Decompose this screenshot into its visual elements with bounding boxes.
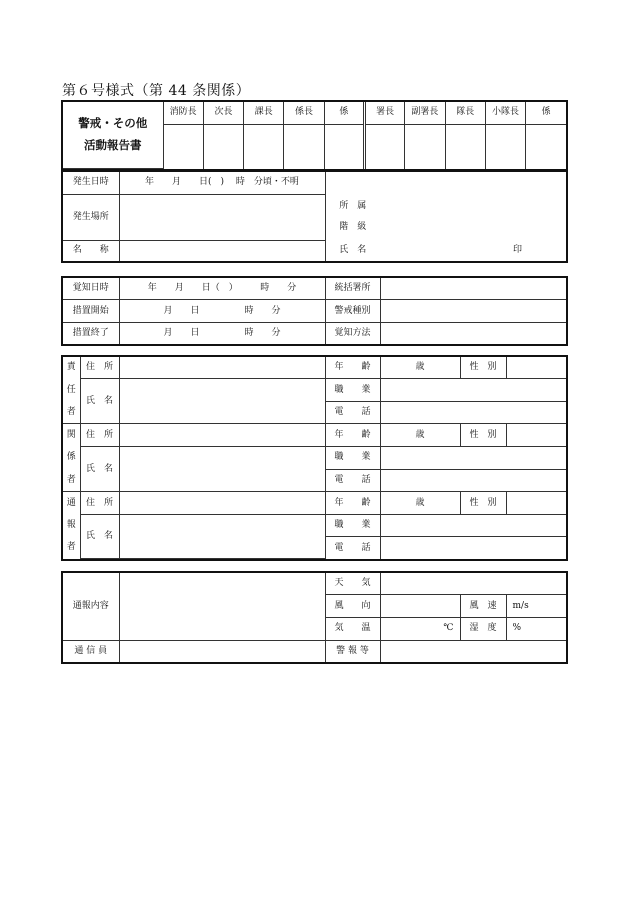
address-field[interactable] <box>119 492 325 515</box>
humidity-unit: % <box>512 623 522 634</box>
age-field[interactable] <box>380 357 460 379</box>
age-field[interactable] <box>380 424 460 447</box>
station-field[interactable] <box>380 278 566 300</box>
group2-char-3: 者 <box>63 469 80 492</box>
wind-speed-field[interactable] <box>506 595 566 618</box>
stamp-header-captain: 隊長 <box>445 102 485 124</box>
persons-section <box>61 355 568 561</box>
form-title: 第６号様式（第 44 条関係） <box>62 83 251 99</box>
sex-label: 性 別 <box>460 492 506 515</box>
occupation-field[interactable] <box>380 379 566 402</box>
name-label: 氏 名 <box>80 446 119 491</box>
group1-char-3: 者 <box>63 401 80 424</box>
person-name-field[interactable] <box>380 240 566 261</box>
weather-label: 天 気 <box>325 573 380 595</box>
affiliation-rank-field[interactable] <box>380 194 566 240</box>
occurrence-section <box>61 170 568 263</box>
name-label: 氏 名 <box>80 514 119 558</box>
header-section <box>61 100 568 171</box>
group1-char-2: 任 <box>63 379 80 402</box>
form-name-line2: 活動報告書 <box>84 138 142 152</box>
phone-field[interactable] <box>380 401 566 424</box>
seal-mark: 印 <box>512 245 522 256</box>
affiliation-rank-labels <box>325 194 380 240</box>
age-field[interactable] <box>380 492 460 515</box>
occupation-field[interactable] <box>380 514 566 537</box>
awareness-method-label: 覚知方法 <box>325 322 380 344</box>
stamp-box[interactable] <box>324 124 364 169</box>
stamp-header-staff: 係 <box>324 102 364 124</box>
stamp-header-deputy: 次長 <box>203 102 243 124</box>
awareness-date-label: 覚知日時 <box>63 278 119 300</box>
age-unit: 歳 <box>415 429 425 440</box>
age-unit: 歳 <box>415 497 425 508</box>
temperature-label: 気 温 <box>325 617 380 640</box>
awareness-section <box>61 276 568 346</box>
phone-label: 電 話 <box>325 401 380 424</box>
stamp-box[interactable] <box>163 124 203 169</box>
warning-label: 警 報 等 <box>325 640 380 662</box>
stamp-header-fire-chief: 消防長 <box>163 102 203 124</box>
group1-char-1: 責 <box>63 357 80 379</box>
stamp-box[interactable] <box>244 124 284 169</box>
sex-field[interactable] <box>506 492 566 515</box>
group3-char-1: 通 <box>63 492 80 515</box>
alert-type-label: 警戒種別 <box>325 300 380 323</box>
occurrence-name-label: 名 称 <box>63 240 119 261</box>
sex-label: 性 別 <box>460 424 506 447</box>
weather-field[interactable] <box>380 573 566 595</box>
name-field[interactable] <box>119 446 325 491</box>
occupation-label: 職 業 <box>325 446 380 469</box>
stamp-header-section-chief: 課長 <box>244 102 284 124</box>
sex-field[interactable] <box>506 357 566 379</box>
alert-type-field[interactable] <box>380 300 566 323</box>
address-label: 住 所 <box>80 357 119 379</box>
age-label: 年 齢 <box>325 492 380 515</box>
awareness-date-field[interactable]: 年 月 日（ ） 時 分 <box>119 278 325 300</box>
measure-end-field[interactable]: 月 日 時 分 <box>119 322 325 344</box>
warning-field[interactable] <box>380 640 566 662</box>
phone-label: 電 話 <box>325 537 380 559</box>
stamp-header-unit-chief: 係長 <box>284 102 324 124</box>
occupation-label: 職 業 <box>325 379 380 402</box>
communicator-field[interactable] <box>119 640 325 662</box>
form-name-line1: 警戒・その他 <box>78 116 148 131</box>
phone-label: 電 話 <box>325 469 380 492</box>
occurrence-date-label: 発生日時 <box>63 172 119 194</box>
occurrence-name-field[interactable] <box>119 240 325 261</box>
wind-speed-label: 風 速 <box>460 595 506 618</box>
occurrence-place-label: 発生場所 <box>63 194 119 240</box>
name-label: 氏 名 <box>80 379 119 424</box>
wind-speed-unit: m/s <box>512 600 529 611</box>
content-field[interactable] <box>119 573 325 640</box>
communicator-label: 通 信 員 <box>63 640 119 662</box>
group2-char-1: 関 <box>63 424 80 447</box>
group3-char-3: 者 <box>63 537 80 559</box>
phone-field[interactable] <box>380 469 566 492</box>
report-section <box>61 571 568 664</box>
wind-direction-label: 風 向 <box>325 595 380 618</box>
humidity-field[interactable] <box>506 617 566 640</box>
person-name-label: 氏 名 <box>325 240 380 261</box>
sex-field[interactable] <box>506 424 566 447</box>
age-label: 年 齢 <box>325 424 380 447</box>
age-unit: 歳 <box>415 362 425 373</box>
stamp-box[interactable] <box>405 124 445 169</box>
blank-cell <box>325 172 566 194</box>
group3-char-2: 報 <box>63 514 80 537</box>
stamp-box[interactable] <box>284 124 324 169</box>
humidity-label: 湿 度 <box>460 617 506 640</box>
form-name <box>63 102 163 169</box>
address-field[interactable] <box>119 424 325 447</box>
stamp-box[interactable] <box>485 124 525 169</box>
awareness-method-field[interactable] <box>380 322 566 344</box>
address-label: 住 所 <box>80 424 119 447</box>
phone-field[interactable] <box>380 537 566 559</box>
stamp-header-station-chief: 署長 <box>364 102 404 124</box>
content-label: 通報内容 <box>63 573 119 640</box>
address-field[interactable] <box>119 357 325 379</box>
wind-direction-field[interactable] <box>380 595 460 618</box>
measure-end-label: 措置終了 <box>63 322 119 344</box>
station-label: 統括署所 <box>325 278 380 300</box>
occupation-field[interactable] <box>380 446 566 469</box>
stamp-box[interactable] <box>445 124 485 169</box>
affiliation-label: 所 属 <box>339 201 367 212</box>
rank-label: 階 級 <box>339 222 367 232</box>
age-label: 年 齢 <box>325 357 380 379</box>
sex-label: 性 別 <box>460 357 506 379</box>
name-field[interactable] <box>119 379 325 424</box>
address-label: 住 所 <box>80 492 119 515</box>
stamp-header-squad-leader: 小隊長 <box>485 102 525 124</box>
name-field[interactable] <box>119 514 325 558</box>
occurrence-place-field[interactable] <box>119 194 325 240</box>
stamp-box[interactable] <box>203 124 243 169</box>
occupation-label: 職 業 <box>325 514 380 537</box>
stamp-box[interactable] <box>364 124 404 169</box>
occurrence-date-field[interactable]: 年 月 日( ) 時 分頃・不明 <box>119 172 325 194</box>
temperature-field[interactable] <box>380 617 460 640</box>
stamp-header-deputy-station-chief: 副署長 <box>405 102 445 124</box>
group2-char-2: 係 <box>63 446 80 469</box>
stamp-box[interactable] <box>526 124 566 169</box>
measure-start-field[interactable]: 月 日 時 分 <box>119 300 325 323</box>
temperature-unit: ℃ <box>443 623 454 634</box>
stamp-header-staff-2: 係 <box>526 102 566 124</box>
measure-start-label: 措置開始 <box>63 300 119 323</box>
